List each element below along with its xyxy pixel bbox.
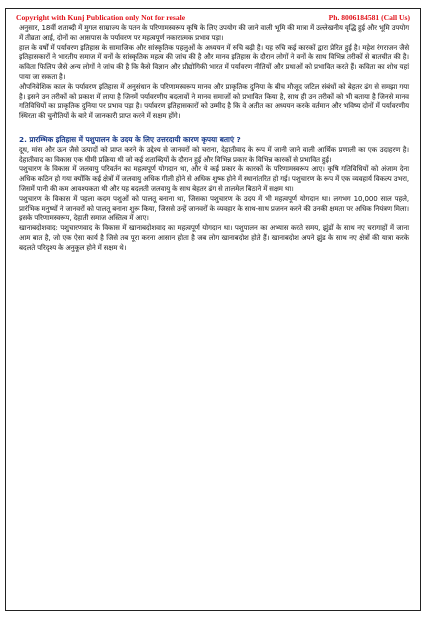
section-heading-pastoralism: 2. प्रारम्भिक इतिहास में पशुपालन के उदय के लिए उत्तरदायी कारण कृपया बताएं ?	[19, 134, 241, 144]
copyright-banner	[6, 9, 420, 23]
paragraph-climate-change: पशुचारण के विकास में जलवायु परिवर्तन का महत्वपूर्ण योगदान था, और ये कई प्रकार के कारकों के परिणामस्वरूप आए। कृषि गतिविधियों को अंजाम देना अधिक कठिन हो गया क्योंकि कई क्षेत्रों में जलवायु अधिक गीली होने से अधिक शुष्क होने में स्थानांतरित हो गई। पशुचारण के रूप में एक व्यवहार्य विकल्प उभरा, जिसमें पानी की कम आवश्यकता थी और यह बदलती जलवायु के साथ बेहतर ढंग से तालमेल बिठाने में सक्षम था।	[19, 164, 409, 193]
paragraph-social-cultural-aspects: हाल के वर्षों में पर्यावरण इतिहास के सामाजिक और सांस्कृतिक पहलुओं के अध्ययन में रुचि बढ़ी है। यह रुचि कई कारकों द्वारा प्रेरित हुई है। महेश रंगराजन जैसे इतिहासकारों ने भारतीय समाज में वनों के सांस्कृतिक महत्व की जांच की है और मानव इतिहास के दौरान लोगों ने वनों के साथ विभिन्न तरीकों से बातचीत की है। कविता फिलिप जैसे अन्य लोगों ने जांच की है कि कैसे विज्ञान और प्रौद्योगिकी भारत में पर्यावरण नीतियों और प्रथाओं को प्रभावित करते हैं। कविता का शोध यहां पाया जा सकता है।	[19, 42, 409, 81]
paragraph-domestication: पशुचारण के विकास में पहला कदम पशुओं को पालतू बनाना था, जिसका पशुचारण के उदय में भी महत्वपूर्ण योगदान था। लगभग 10,000 साल पहले, प्रारंभिक मनुष्यों ने जानवरों को पालतू बनाना शुरू किया, जिससे उन्हें जानवरों के व्यवहार के साथ-साथ प्रजनन करने की उनकी क्षमता पर अधिक नियंत्रण मिला। इसके परिणामस्वरूप, देहाती समाज अस्तित्व में आए।	[19, 193, 410, 223]
paragraph-colonial-environment: औपनिवेशिक काल के पर्यावरण इतिहास में अनुसंधान के परिणामस्वरूप मानव और प्राकृतिक दुनिया के बीच मौजूद जटिल संबंधों को बेहतर ढंग से समझा गया है। इसने उन तरीकों को प्रकाश में लाया है जिनमें पर्यावरणीय बदलावों ने मानव समाजों को प्रभावित किया है, साथ ही उन तरीकों को भी बताया है जिनसे मानव गतिविधियों का प्राकृतिक दुनिया पर प्रभाव पड़ा है। पर्यावरण इतिहासकारों को उम्मीद है कि वे अतीत का अध्ययन करके वर्तमान और भविष्य दोनों में पर्यावरणीय स्थिरता की चुनौतियों के बारे में जानकारी प्राप्त करने में सक्षम होंगे।	[19, 81, 409, 121]
contact-phone: Ph. 8006184581 (Call Us)	[328, 13, 410, 22]
paragraph-nomadism: खानाबदोशवाद: पशुचारणवाद के विकास में खानाबदोशवाद का महत्वपूर्ण योगदान था। पशुपालन का अभ्यास करते समय, झुंडों के साथ नए चरागाहों में जाना आम बात है, जो एक ऐसा कार्य है जिसे तब पूरा करना आसान होता है जब लोग खानाबदोश होते हैं। खानाबदोश अपने झुंड के साथ नए क्षेत्रों की यात्रा करके बदलते परिदृश्य के अनुकूल होने में सक्षम थे।	[19, 223, 409, 252]
document-body	[19, 23, 409, 253]
page-frame	[5, 8, 421, 611]
paragraph-mughal-decline: अनुसार, 18वीं शताब्दी में मुगल साम्राज्य के पतन के परिणामस्वरूप कृषि के लिए उपयोग की जाने वाली भूमि की मात्रा में उल्लेखनीय वृद्धि हुई और भूमि उपयोग में तीव्रता आई, दोनों का आसपास के पर्यावरण पर महत्वपूर्ण नकारात्मक प्रभाव पड़ा।	[19, 23, 409, 42]
copyright-notice: Copyright with Kunj Publication only Not for resale	[16, 13, 186, 22]
paragraph-pastoralism-definition: दूध, मांस और ऊन जैसे उत्पादों को प्राप्त करने के उद्देश्य से जानवरों को चराना, देहातीवाद के रूप में जानी जाने वाली आर्थिक प्रणाली का एक उदाहरण है। देहातीवाद का विकास एक धीमी प्रक्रिया थी जो कई शताब्दियों के दौरान हुई और विभिन्न प्रकार के विभिन्न कारकों से प्रभावित हुई।	[19, 144, 409, 164]
